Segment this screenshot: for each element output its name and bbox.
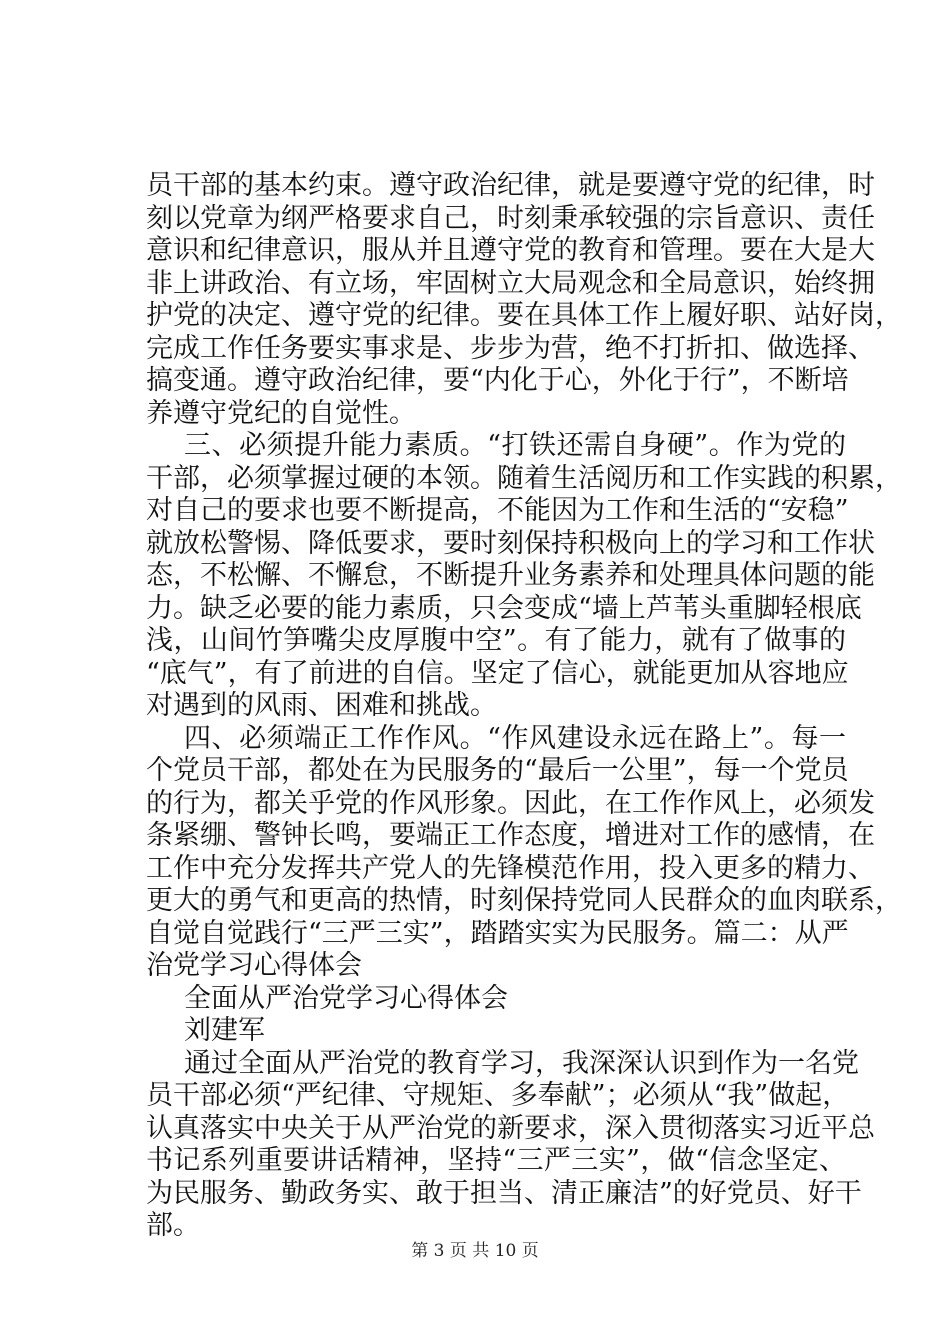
- text-line: 刘建军: [184, 1015, 265, 1046]
- text-line: 浅，山间竹笋嘴尖皮厚腹中空”。有了能力，就有了做事的: [146, 625, 846, 656]
- text-line: 护党的决定、遵守党的纪律。要在具体工作上履好职、站好岗，: [146, 300, 902, 331]
- text-line: 意识和纪律意识，服从并且遵守党的教育和管理。要在大是大: [146, 235, 875, 266]
- text-line: 就放松警惕、降低要求，要时刻保持积极向上的学习和工作状: [146, 527, 875, 559]
- text-line: 干部，必须掌握过硬的本领。随着生活阅历和工作实践的积累，: [146, 462, 902, 494]
- text-line: 三、必须提升能力素质。“打铁还需自身硬”。作为党的: [184, 430, 846, 461]
- text-line: 个党员干部，都处在为民服务的“最后一公里”，每一个党员: [146, 755, 849, 786]
- text-line: 非上讲政治、有立场，牢固树立大局观念和全局意识，始终拥: [146, 267, 875, 299]
- text-line: 员干部必须“严纪律、守规矩、多奉献”；必须从“我”做起，: [146, 1080, 850, 1111]
- page-footer: 第 3 页 共 10 页: [411, 1241, 539, 1261]
- text-line: 的行为，都关乎党的作风形象。因此，在工作作风上，必须发: [146, 787, 875, 819]
- text-line: 更大的勇气和更高的热情，时刻保持党同人民群众的血肉联系，: [146, 885, 902, 916]
- text-line: 对自己的要求也要不断提高，不能因为工作和生活的“安稳”: [146, 495, 849, 526]
- text-line: 自觉自觉践行“三严三实”，踏踏实实为民服务。篇二：从严: [146, 917, 849, 949]
- text-line: 书记系列重要讲话精神，坚持“三严三实”，做“信念坚定、: [146, 1145, 846, 1176]
- text-line: 对遇到的风雨、困难和挑战。: [146, 690, 497, 721]
- text-line: 治党学习心得体会: [146, 950, 362, 981]
- text-line: 刻以党章为纲严格要求自己，时刻秉承较强的宗旨意识、责任: [146, 202, 875, 234]
- text-line: 力。缺乏必要的能力素质，只会变成“墙上芦苇头重脚轻根底: [146, 592, 862, 624]
- text-line: 条紧绷、警钟长鸣，要端正工作态度，增进对工作的感情，在: [146, 820, 875, 851]
- document-body: [146, 170, 902, 1243]
- text-line: 全面从严治党学习心得体会: [184, 982, 508, 1014]
- text-line: 员干部的基本约束。遵守政治纪律，就是要遵守党的纪律，时: [146, 170, 875, 201]
- text-line: 认真落实中央关于从严治党的新要求，深入贯彻落实习近平总: [146, 1112, 875, 1144]
- text-line: 养遵守党纪的自觉性。: [146, 397, 416, 429]
- text-line: 搞变通。遵守政治纪律，要“内化于心，外化于行”，不断培: [146, 365, 849, 396]
- text-line: 工作中充分发挥共产党人的先锋模范作用，投入更多的精力、: [146, 852, 875, 884]
- text-line: “底气”，有了前进的自信。坚定了信心，就能更加从容地应: [146, 657, 849, 689]
- text-line: 部。: [146, 1210, 200, 1241]
- text-line: 通过全面从严治党的教育学习，我深深认识到作为一名党: [184, 1047, 859, 1079]
- text-line: 四、必须端正工作作风。“作风建设永远在路上”。每一: [184, 722, 846, 754]
- text-line: 态，不松懈、不懈怠，不断提升业务素养和处理具体问题的能: [146, 560, 875, 591]
- text-line: 为民服务、勤政务实、敢于担当、清正廉洁”的好党员、好干: [146, 1177, 862, 1209]
- text-line: 完成工作任务要实事求是、步步为营，绝不打折扣、做选择、: [146, 332, 875, 364]
